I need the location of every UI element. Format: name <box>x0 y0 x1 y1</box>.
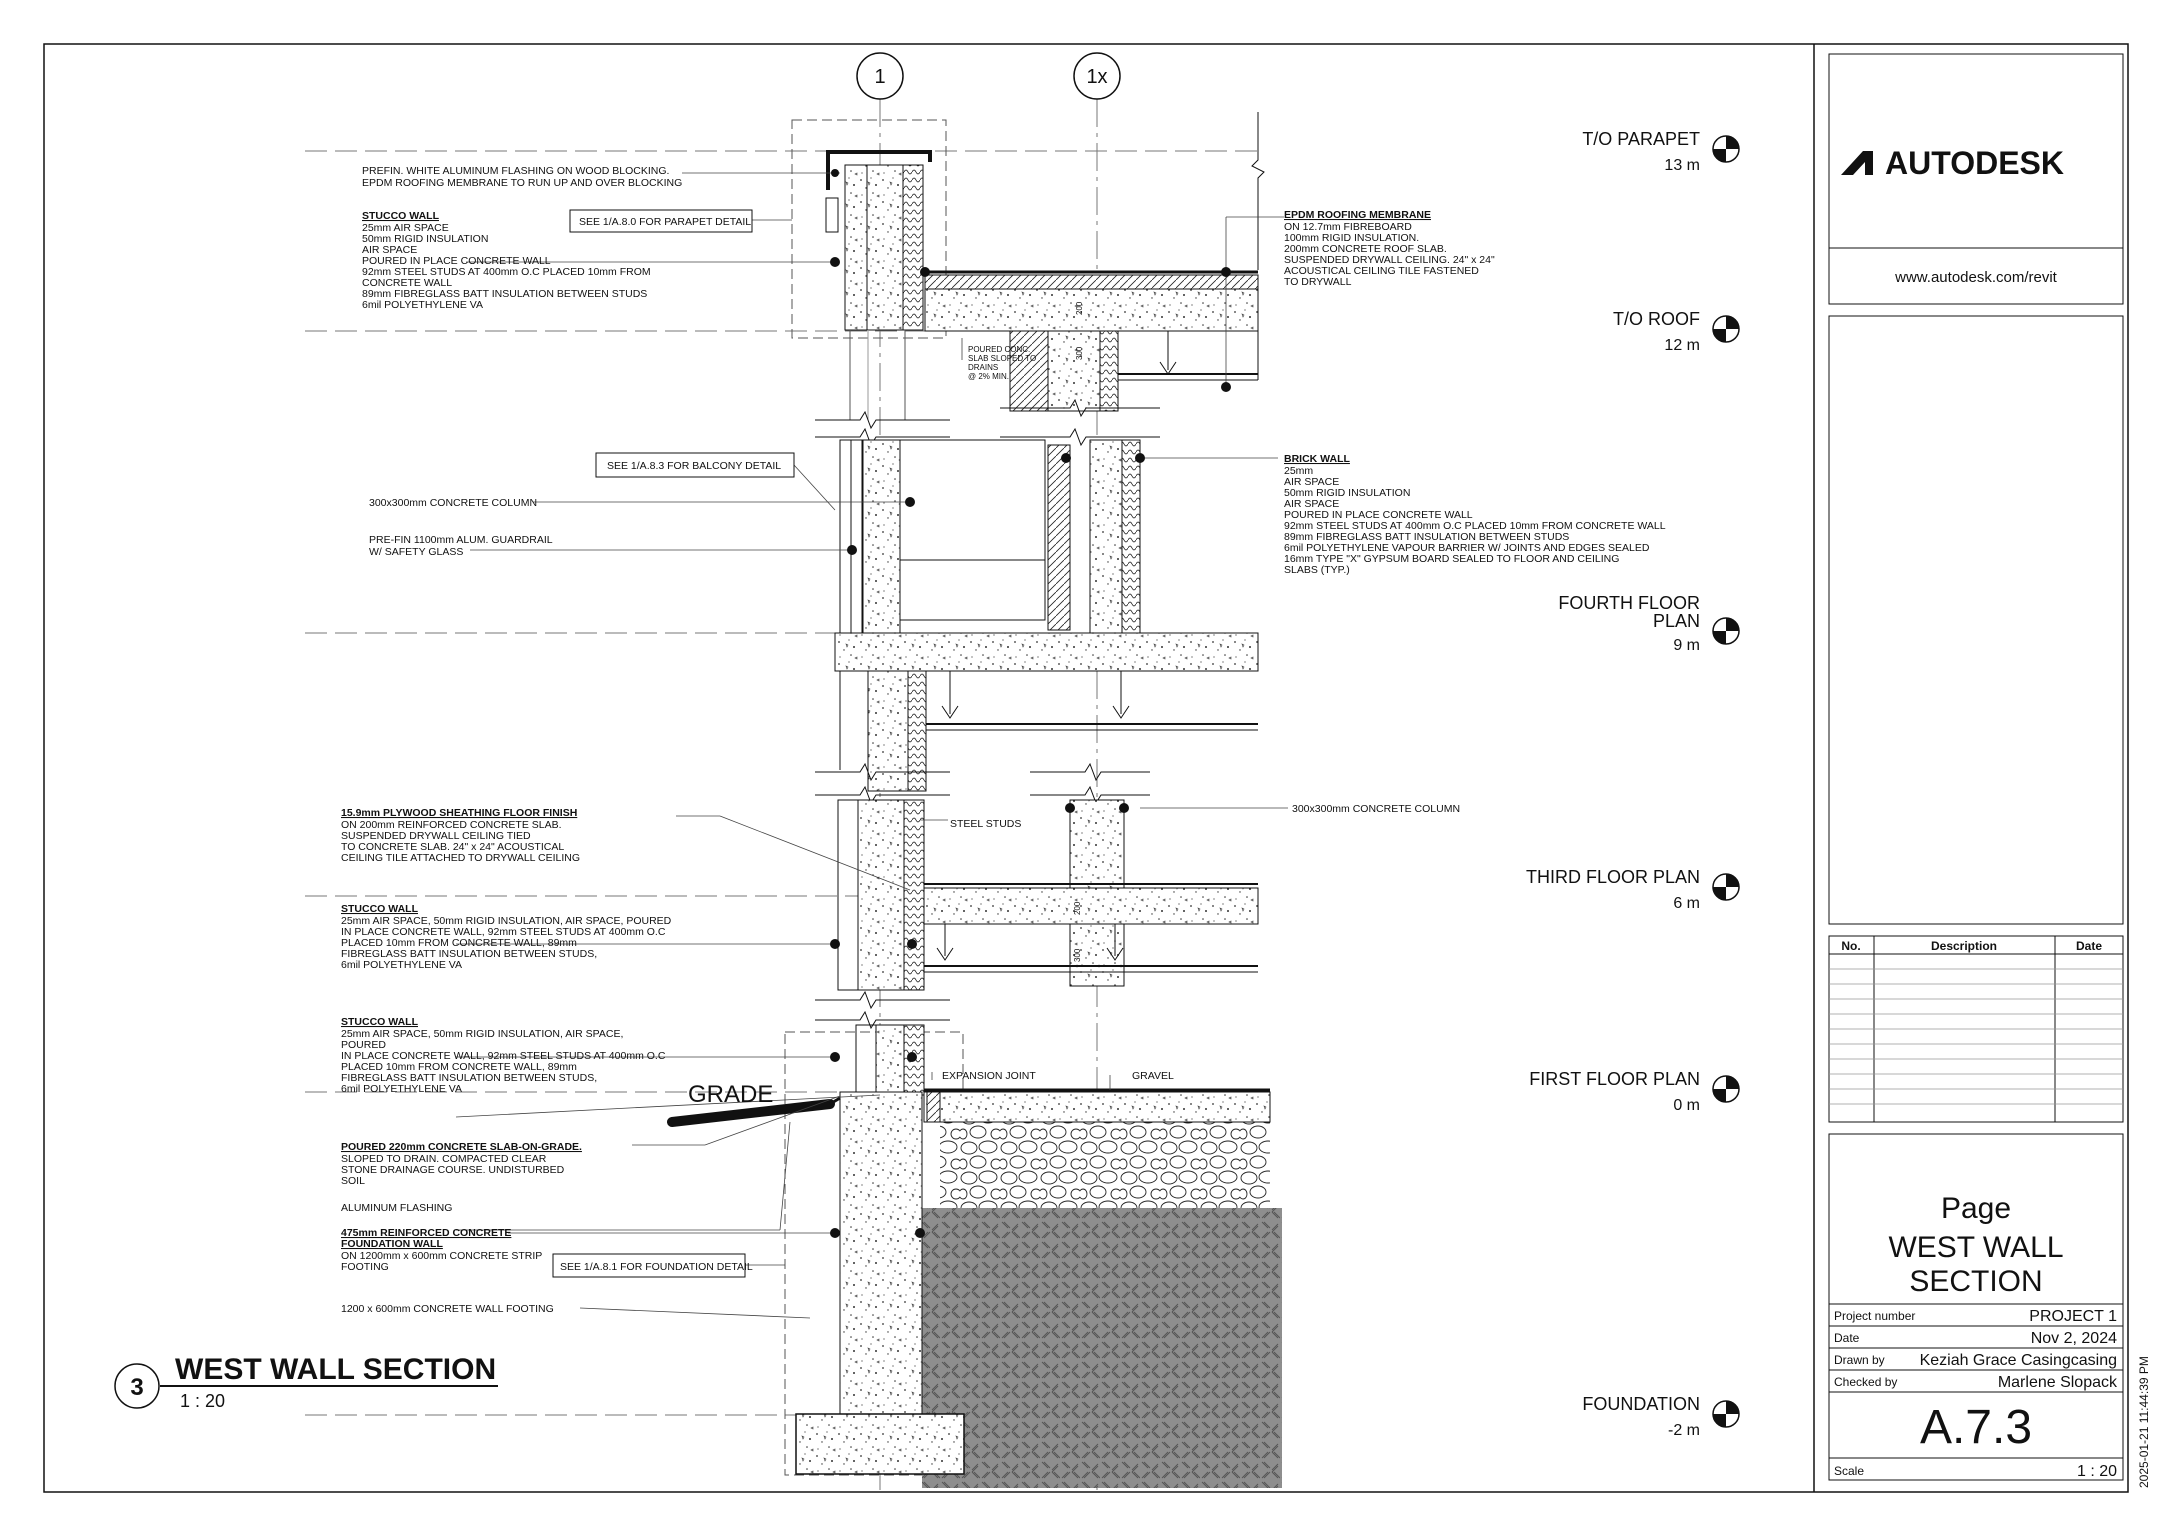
note-found-wall-title-1: 475mm REINFORCED CONCRETE <box>341 1227 512 1239</box>
svg-text:FIRST FLOOR PLAN: FIRST FLOOR PLAN <box>1529 1069 1700 1089</box>
field-value-checked: Marlene Slopack <box>1997 1374 2117 1391</box>
note-epdm <box>1284 221 1495 288</box>
grid-bubble-1 <box>857 53 903 99</box>
svg-text:POURED IN PLACE CONCRETE WALL: POURED IN PLACE CONCRETE WALL <box>1284 509 1473 521</box>
note-brick <box>1284 465 1666 576</box>
brand-name: AUTODESK <box>1885 145 2064 181</box>
break-lines-2 <box>815 764 1150 803</box>
note-epdm-title: EPDM ROOFING MEMBRANE <box>1284 209 1431 221</box>
scale-label: Scale <box>1834 1464 1865 1478</box>
svg-text:AIR SPACE: AIR SPACE <box>1284 476 1340 488</box>
svg-text:PLAN: PLAN <box>1652 611 1700 631</box>
third-floor-assembly <box>838 800 1258 990</box>
level-tag-roof <box>1613 309 1739 354</box>
svg-text:SLAB SLOPED TO: SLAB SLOPED TO <box>968 354 1037 363</box>
svg-text:FOURTH FLOOR: FOURTH FLOOR <box>1558 593 1700 613</box>
balcony-ref-text: SEE 1/A.8.3 FOR BALCONY DETAIL <box>607 460 782 472</box>
grid-label-1: 1 <box>874 66 886 88</box>
view-title-text: WEST WALL SECTION <box>175 1353 497 1386</box>
note-stucco-mid-title: STUCCO WALL <box>341 903 418 915</box>
print-timestamp: 2025-01-21 11:44:39 PM <box>2137 1356 2151 1488</box>
field-label-project: Project number <box>1834 1309 1916 1323</box>
svg-text:PLACED 10mm FROM CONCRETE WALL: PLACED 10mm FROM CONCRETE WALL, 89mm <box>341 1061 577 1073</box>
level-tag-foundation <box>1582 1394 1739 1439</box>
svg-text:STONE DRAINAGE COURSE. UNDISTU: STONE DRAINAGE COURSE. UNDISTURBED <box>341 1164 565 1176</box>
sheet-title-1: WEST WALL <box>1888 1231 2064 1264</box>
svg-text:T/O ROOF: T/O ROOF <box>1613 309 1700 329</box>
svg-text:9 m: 9 m <box>1673 637 1700 654</box>
svg-text:92mm STEEL STUDS AT 400mm O.C: 92mm STEEL STUDS AT 400mm O.C PLACED 10mm FROM <box>362 266 651 278</box>
grid-label-1x: 1x <box>1086 66 1108 88</box>
field-label-drawn: Drawn by <box>1834 1353 1885 1367</box>
svg-text:16mm TYPE "X" GYPSUM BOARD SEA: 16mm TYPE "X" GYPSUM BOARD SEALED TO FLOOR AND CEILING <box>1284 553 1620 565</box>
svg-text:ON 12.7mm FIBREBOARD: ON 12.7mm FIBREBOARD <box>1284 221 1412 233</box>
dim-label: 200 <box>1075 301 1084 315</box>
foundation-assembly <box>796 1025 1282 1488</box>
note-slab-grade <box>341 1153 565 1187</box>
sheet-title-2: SECTION <box>1909 1265 2043 1298</box>
note-stucco-top-title: STUCCO WALL <box>362 210 439 222</box>
balcony-assembly <box>835 440 1258 791</box>
note-plywood <box>341 819 580 864</box>
svg-text:ON 200mm REINFORCED CONCRETE S: ON 200mm REINFORCED CONCRETE SLAB. <box>341 819 562 831</box>
view-scale: 1 : 20 <box>180 1391 226 1411</box>
note-stucco-mid <box>341 915 672 971</box>
note-column: 300x300mm CONCRETE COLUMN <box>369 497 538 509</box>
parapet-stucco-wall <box>845 165 867 330</box>
svg-text:100mm RIGID INSULATION.: 100mm RIGID INSULATION. <box>1284 232 1420 244</box>
svg-text:89mm FIBREGLASS BATT INSULATIO: 89mm FIBREGLASS BATT INSULATION BETWEEN STUDS <box>362 288 648 300</box>
note-column-2: 300x300mm CONCRETE COLUMN <box>1292 803 1461 815</box>
note-guardrail-2: W/ SAFETY GLASS <box>369 546 464 558</box>
note-brick-title: BRICK WALL <box>1284 453 1350 465</box>
view-title <box>115 1353 498 1411</box>
svg-text:6mil POLYETHYLENE VA: 6mil POLYETHYLENE VA <box>362 299 483 311</box>
svg-text:FIBREGLASS BATT INSULATION BET: FIBREGLASS BATT INSULATION BETWEEN STUDS, <box>341 1072 598 1084</box>
field-value-drawn: Keziah Grace Casingcasing <box>1919 1352 2117 1369</box>
svg-text:0 m: 0 m <box>1673 1097 1700 1114</box>
svg-text:POURED: POURED <box>341 1039 386 1051</box>
svg-text:THIRD FLOOR PLAN: THIRD FLOOR PLAN <box>1525 867 1700 887</box>
svg-text:13 m: 13 m <box>1664 157 1700 174</box>
note-slab-grade-title: POURED 220mm CONCRETE SLAB-ON-GRADE. <box>341 1141 582 1153</box>
level-tag-first-floor <box>1529 1069 1739 1114</box>
svg-text:FOUNDATION: FOUNDATION <box>1582 1394 1700 1414</box>
svg-text:6mil POLYETHYLENE VA: 6mil POLYETHYLENE VA <box>341 1083 462 1095</box>
svg-text:6mil POLYETHYLENE VA: 6mil POLYETHYLENE VA <box>341 959 462 971</box>
dim-label: 200 <box>1073 901 1082 915</box>
note-flashing-2: EPDM ROOFING MEMBRANE TO RUN UP AND OVER BLOCKING <box>362 177 683 189</box>
svg-text:@ 2% MIN.: @ 2% MIN. <box>968 372 1010 381</box>
parapet-insulation <box>903 165 923 330</box>
svg-text:FIBREGLASS BATT INSULATION BET: FIBREGLASS BATT INSULATION BETWEEN STUDS, <box>341 948 598 960</box>
level-tag-parapet <box>1582 129 1739 174</box>
note-flashing-1: PREFIN. WHITE ALUMINUM FLASHING ON WOOD BLOCKING. <box>362 165 670 177</box>
svg-text:-2 m: -2 m <box>1668 1422 1700 1439</box>
svg-text:25mm AIR SPACE, 50mm RIGID INS: 25mm AIR SPACE, 50mm RIGID INSULATION, AIR SPACE, <box>341 1028 624 1040</box>
svg-text:AIR SPACE: AIR SPACE <box>362 244 418 256</box>
svg-text:TO CONCRETE SLAB. 24" x 24" AC: TO CONCRETE SLAB. 24" x 24" ACOUSTICAL <box>341 841 565 853</box>
svg-text:SUSPENDED DRYWALL CEILING TIED: SUSPENDED DRYWALL CEILING TIED <box>341 830 531 842</box>
note-stucco-low-title: STUCCO WALL <box>341 1016 418 1028</box>
svg-text:SLABS (TYP.): SLABS (TYP.) <box>1284 564 1350 576</box>
svg-text:T/O PARAPET: T/O PARAPET <box>1582 129 1700 149</box>
svg-text:SLOPED TO DRAIN. COMPACTED CLE: SLOPED TO DRAIN. COMPACTED CLEAR <box>341 1153 547 1165</box>
rev-header-date: Date <box>2075 939 2103 953</box>
svg-text:AIR SPACE: AIR SPACE <box>1284 498 1340 510</box>
title-block <box>1829 54 2123 1480</box>
view-number: 3 <box>130 1374 144 1401</box>
svg-text:TO DRYWALL: TO DRYWALL <box>1284 276 1352 288</box>
note-stucco-top <box>362 222 651 311</box>
note-stucco-low <box>341 1028 666 1095</box>
note-plywood-title: 15.9mm PLYWOOD SHEATHING FLOOR FINISH <box>341 807 578 819</box>
autodesk-logo-icon <box>1841 151 1873 175</box>
field-label-date: Date <box>1834 1331 1860 1345</box>
svg-text:DRAINS: DRAINS <box>968 363 999 372</box>
svg-text:SOIL: SOIL <box>341 1175 365 1187</box>
note-footing: 1200 x 600mm CONCRETE WALL FOOTING <box>341 1303 554 1315</box>
svg-text:6mil POLYETHYLENE VAPOUR BARRI: 6mil POLYETHYLENE VAPOUR BARRIER W/ JOINTS AND EDGES SEALED <box>1284 542 1650 554</box>
svg-text:IN PLACE CONCRETE WALL, 92mm S: IN PLACE CONCRETE WALL, 92mm STEEL STUDS AT 400mm O.C <box>341 1050 666 1062</box>
svg-text:50mm RIGID INSULATION: 50mm RIGID INSULATION <box>362 233 489 245</box>
grid-bubble-1x <box>1074 53 1120 99</box>
field-value-date: Nov 2, 2024 <box>2030 1330 2117 1347</box>
svg-text:6 m: 6 m <box>1673 895 1700 912</box>
svg-text:POURED CONC.: POURED CONC. <box>968 345 1031 354</box>
rev-header-desc: Description <box>1930 939 1998 953</box>
svg-text:CEILING TILE ATTACHED TO DRYWA: CEILING TILE ATTACHED TO DRYWALL CEILING <box>341 852 581 864</box>
svg-text:PLACED 10mm FROM CONCRETE WALL: PLACED 10mm FROM CONCRETE WALL, 89mm <box>341 937 577 949</box>
svg-text:SUSPENDED DRYWALL CEILING. 24": SUSPENDED DRYWALL CEILING. 24" x 24" <box>1284 254 1495 266</box>
sheet-number: A.7.3 <box>1919 1401 2033 1454</box>
page-label: Page <box>1940 1192 2012 1225</box>
level-tag-fourth-floor <box>1558 593 1739 654</box>
svg-text:IN PLACE CONCRETE WALL, 92mm S: IN PLACE CONCRETE WALL, 92mm STEEL STUDS AT 400mm O.C <box>341 926 666 938</box>
svg-text:89mm FIBREGLASS BATT INSULATIO: 89mm FIBREGLASS BATT INSULATION BETWEEN STUDS <box>1284 531 1570 543</box>
rev-header-no: No. <box>1841 939 1861 953</box>
svg-text:92mm STEEL STUDS AT 400mm O.C: 92mm STEEL STUDS AT 400mm O.C PLACED 10mm FROM CONCRETE WALL <box>1284 520 1666 532</box>
note-steel-studs: STEEL STUDS <box>950 818 1022 830</box>
svg-text:POURED IN PLACE CONCRETE WALL: POURED IN PLACE CONCRETE WALL <box>362 255 551 267</box>
svg-text:25mm: 25mm <box>1284 465 1314 477</box>
parapet-ref-text: SEE 1/A.8.0 FOR PARAPET DETAIL <box>579 216 752 228</box>
scale-value: 1 : 20 <box>2076 1463 2117 1480</box>
svg-text:25mm AIR SPACE, 50mm RIGID INS: 25mm AIR SPACE, 50mm RIGID INSULATION, AIR SPACE, POURED <box>341 915 672 927</box>
parapet-studs <box>826 198 838 232</box>
svg-text:12 m: 12 m <box>1664 337 1700 354</box>
note-guardrail-1: PRE-FIN 1100mm ALUM. GUARDRAIL <box>369 534 553 546</box>
foundation-ref-text: SEE 1/A.8.1 FOR FOUNDATION DETAIL <box>560 1261 753 1273</box>
svg-text:50mm RIGID INSULATION: 50mm RIGID INSULATION <box>1284 487 1411 499</box>
note-gravel: GRAVEL <box>1132 1070 1174 1082</box>
field-value-project: PROJECT 1 <box>2029 1308 2117 1325</box>
dim-label: 300 <box>1073 948 1082 962</box>
parapet-concrete-wall <box>867 165 903 330</box>
svg-text:ACOUSTICAL CEILING TILE FASTEN: ACOUSTICAL CEILING TILE FASTENED <box>1284 265 1479 277</box>
roof-assembly <box>925 272 1258 411</box>
dim-label: 300 <box>1075 346 1084 360</box>
brand-url: www.autodesk.com/revit <box>1895 269 2057 286</box>
level-tag-third-floor <box>1526 867 1739 912</box>
note-al-flashing: ALUMINUM FLASHING <box>341 1202 453 1214</box>
note-found-wall-1: ON 1200mm x 600mm CONCRETE STRIP <box>341 1250 543 1262</box>
note-found-wall-2: FOOTING <box>341 1261 389 1273</box>
field-label-checked: Checked by <box>1834 1375 1898 1389</box>
svg-text:200mm CONCRETE ROOF SLAB.: 200mm CONCRETE ROOF SLAB. <box>1284 243 1447 255</box>
svg-text:25mm AIR SPACE: 25mm AIR SPACE <box>362 222 449 234</box>
break-lines-3 <box>815 992 950 1028</box>
svg-text:CONCRETE WALL: CONCRETE WALL <box>362 277 453 289</box>
note-found-wall-title-2: FOUNDATION WALL <box>341 1238 443 1250</box>
note-expansion: EXPANSION JOINT <box>942 1070 1036 1082</box>
label-grade: GRADE <box>688 1081 774 1108</box>
